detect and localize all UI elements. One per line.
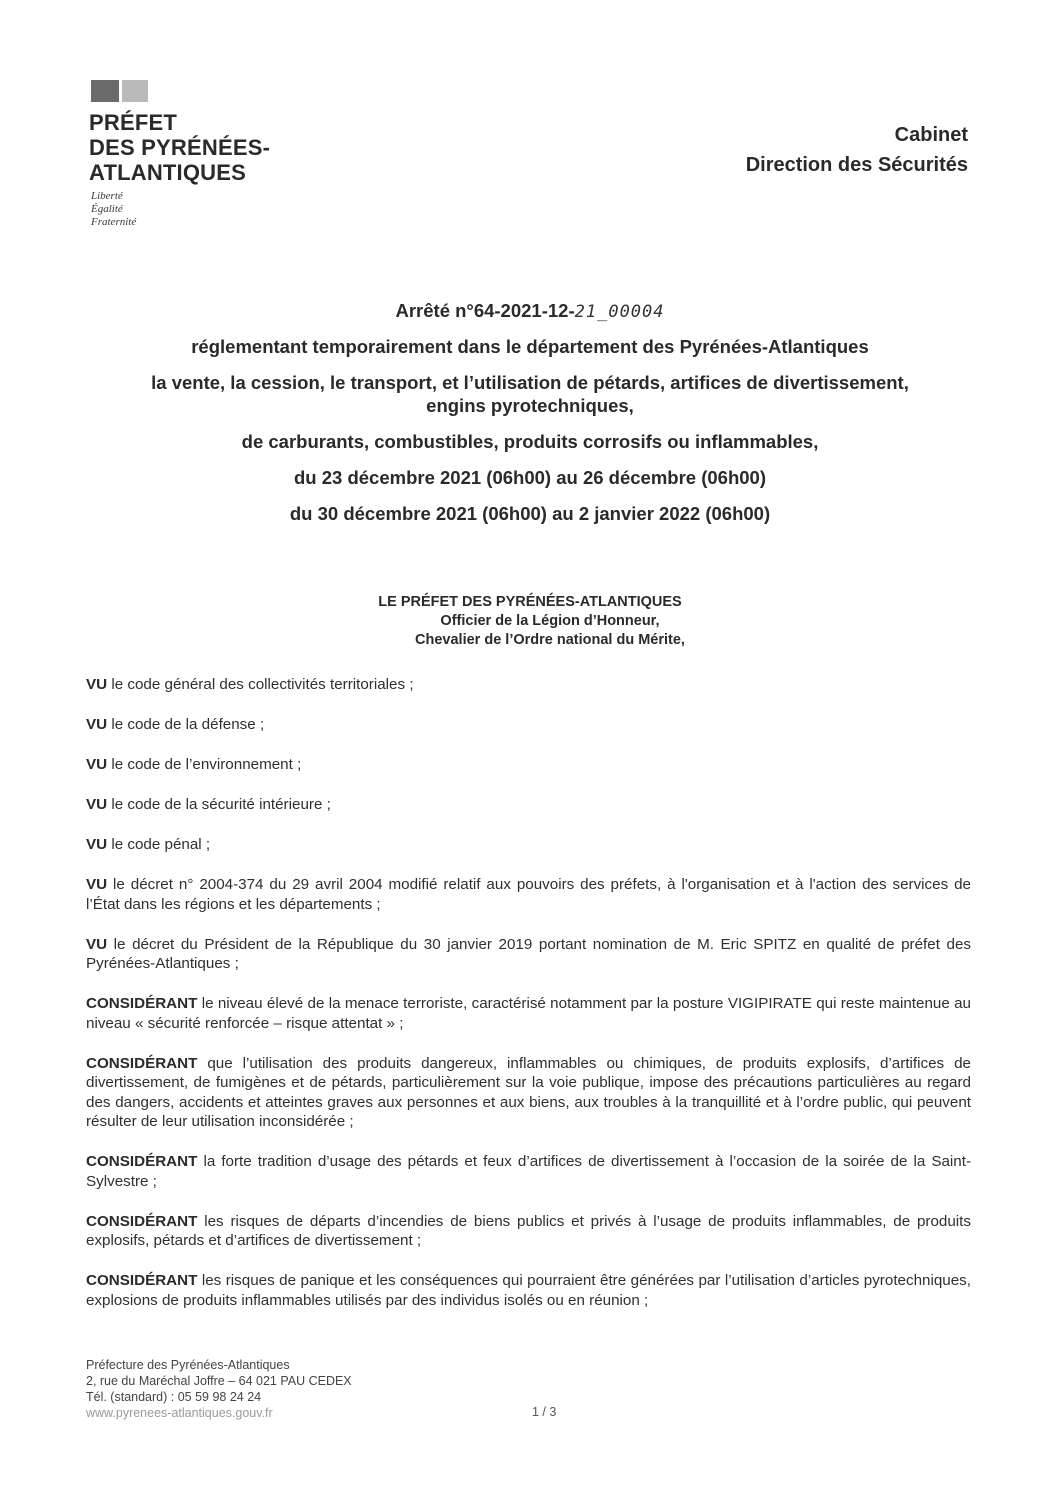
paragraph-text: le code de la sécurité intérieure ;	[107, 796, 331, 813]
considerant-paragraph	[86, 1271, 971, 1310]
service-heading	[746, 120, 968, 180]
footer-line: Préfecture des Pyrénées-Atlantiques	[86, 1358, 290, 1372]
paragraph-lead: CONSIDÉRANT	[86, 1153, 198, 1170]
visa-paragraph	[86, 795, 971, 815]
paragraph-lead: VU	[86, 935, 108, 953]
paragraph-text: la forte tradition d’usage des pétards et feux d’artifices de divertissement à l’occasion de la soirée de la Saint-Sylvestre ;	[86, 1153, 971, 1190]
marianne-logo	[91, 80, 151, 102]
prefet-heading	[80, 593, 980, 650]
paragraph-text: le décret du Président de la République du 30 janvier 2019 portant nomination de M. Eric SPITZ en qualité de préfet des Pyrénées-Atlantiques ;	[86, 935, 971, 972]
considerant-paragraph	[86, 1054, 971, 1132]
republic-motto	[91, 190, 136, 229]
paragraph-text: le code de l’environnement ;	[107, 756, 302, 773]
paragraph-lead: VU	[86, 876, 108, 893]
prefet-line: Chevalier de l’Ordre national du Mérite,	[415, 632, 685, 648]
considerant-paragraph	[86, 1212, 971, 1251]
visa-paragraph	[86, 935, 971, 974]
paragraph-lead: CONSIDÉRANT	[86, 995, 198, 1012]
paragraph-lead: CONSIDÉRANT	[86, 1272, 198, 1289]
paragraph-text: le décret n° 2004-374 du 29 avril 2004 modifié relatif aux pouvoirs des préfets, à l'organisation et à l'action des services de l’État dans les régions et les départements ;	[86, 876, 971, 913]
visa-paragraph	[86, 715, 971, 735]
paragraph-text: le code général des collectivités territoriales ;	[107, 676, 414, 693]
visa-paragraph	[86, 755, 971, 775]
prefecture-name-line: DES PYRÉNÉES-	[89, 135, 271, 160]
footer-line: Tél. (standard) : 05 59 98 24 24	[86, 1390, 262, 1404]
paragraph-text: que l’utilisation des produits dangereux, inflammables ou chimiques, de produits explosifs, d’artifices de divertissement, de fumigènes et de pétards, particulièrement sur la voie publique, impose des précautions particulières au regard des dangers, accidents et atteintes graves aux personnes et aux biens, aux troubles à la tranquillité et à l’ordre public, qui peuvent résulter de leur utilisation inconsidérée ;	[86, 1054, 971, 1130]
paragraph-lead: VU	[86, 716, 108, 733]
service-line: Direction des Sécurités	[745, 154, 968, 176]
footer-line: 2, rue du Maréchal Joffre – 64 021 PAU CEDEX	[86, 1374, 352, 1388]
paragraph-lead: VU	[86, 836, 108, 853]
logo-block-dark	[91, 80, 119, 102]
prefet-line: LE PRÉFET DES PYRÉNÉES-ATLANTIQUES	[378, 594, 682, 610]
prefecture-name-line: PRÉFET	[89, 110, 177, 135]
paragraph-lead: VU	[86, 796, 108, 813]
website-link[interactable]: www.pyrenees-atlantiques.gouv.fr	[86, 1406, 273, 1420]
decree-number-handwritten: 21_00004	[574, 302, 665, 322]
prefet-line: Officier de la Légion d’Honneur,	[440, 613, 660, 629]
title-line: de carburants, combustibles, produits corrosifs ou inflammables,	[241, 431, 819, 452]
paragraph-lead: VU	[86, 676, 108, 693]
page-number: 1 / 3	[532, 1405, 557, 1419]
motto-line: Fraternité	[91, 216, 137, 228]
logo-block-light	[122, 80, 148, 102]
motto-line: Égalité	[91, 203, 123, 215]
title-line: engins pyrotechniques,	[426, 395, 634, 416]
service-line: Cabinet	[894, 124, 968, 146]
paragraph-lead: CONSIDÉRANT	[86, 1212, 198, 1230]
visa-paragraph	[86, 835, 971, 855]
decree-body	[86, 675, 971, 1331]
title-line: réglementant temporairement dans le département des Pyrénées-Atlantiques	[191, 336, 869, 357]
title-line: la vente, la cession, le transport, et l’utilisation de pétards, artifices de divertissement,	[151, 372, 909, 393]
visa-paragraph	[86, 875, 971, 914]
prefecture-name	[89, 110, 270, 185]
paragraph-text: le code pénal ;	[107, 836, 211, 853]
title-line: du 30 décembre 2021 (06h00) au 2 janvier 2022 (06h00)	[289, 503, 771, 524]
paragraph-text: les risques de panique et les conséquences qui pourraient être générées par l’utilisation d’articles pyrotechniques, explosions de produits inflammables utilisés par des individus isolés ou en réunion ;	[86, 1272, 971, 1309]
paragraph-text: le niveau élevé de la menace terroriste, caractérisé notamment par la posture VIGIPIRATE qui reste maintenue au niveau « sécurité renforcée – risque attentat » ;	[86, 995, 971, 1032]
visa-paragraph	[86, 675, 971, 695]
decree-number	[80, 300, 980, 322]
footer-address	[86, 1357, 352, 1421]
title-line: du 23 décembre 2021 (06h00) au 26 décembre (06h00)	[294, 467, 766, 488]
paragraph-lead: CONSIDÉRANT	[86, 1054, 198, 1072]
considerant-paragraph	[86, 994, 971, 1033]
prefecture-name-line: ATLANTIQUES	[89, 160, 247, 185]
paragraph-lead: VU	[86, 756, 108, 773]
paragraph-text: les risques de départs d’incendies de biens publics et privés à l’usage de produits inflammables, de produits explosifs, pétards et d’artifices de divertissement ;	[86, 1212, 971, 1249]
motto-line: Liberté	[91, 190, 123, 202]
considerant-paragraph	[86, 1152, 971, 1191]
decree-number-prefix: Arrêté n°64-2021-12-	[395, 300, 575, 321]
paragraph-text: le code de la défense ;	[107, 716, 265, 733]
